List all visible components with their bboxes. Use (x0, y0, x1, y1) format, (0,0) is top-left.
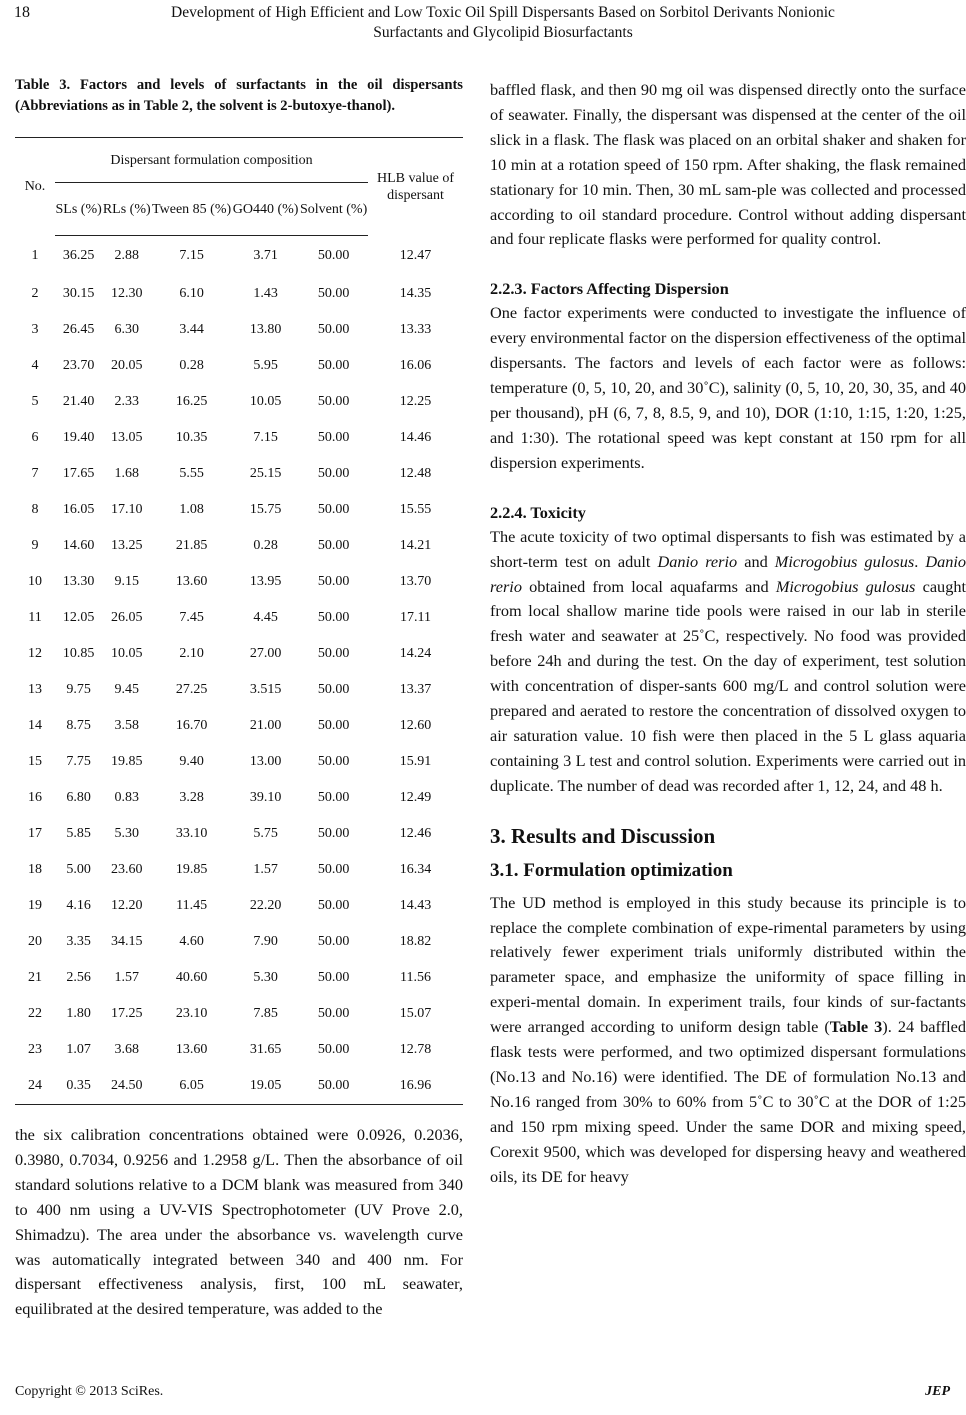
paragraph-formulation (490, 891, 966, 1190)
table-row (15, 816, 463, 852)
table-cell: 1 (31, 247, 39, 263)
left-body-paragraph: the six calibration concentrations obtained were 0.0926, 0.2036, 0.3980, 0.7034, 0.9256 and 1.2958 g/L. Then the absorbance of oil standard solutions relative to a DCM blank was measured from 340 to 400 nm using a UV-VIS Spectrophotometer (UV Prove 2.0, Shimadzu). The area under the absorbance vs. wavelength curve was automatically integrated between 340 and 400 nm. For dispersant effectiveness analysis, first, 100 mL seawater, equilibrated at the desired temperature, was added to the (15, 1125, 463, 1319)
table-cell: 24.50 (102, 1068, 151, 1105)
text: and (737, 551, 775, 571)
table-cell: 6 (31, 430, 39, 445)
table-cell: 0.35 (55, 1068, 102, 1105)
heading-3-1: 3.1. Formulation optimization (490, 859, 733, 881)
table-cell: 12.25 (399, 394, 432, 409)
table-cell: 20.05 (110, 358, 143, 373)
table-cell: 12.47 (399, 247, 432, 263)
table-cell: 13.60 (175, 1042, 208, 1057)
table-cell: 16.70 (175, 718, 208, 733)
heading-2-2-4: 2.2.4. Toxicity (490, 502, 586, 522)
table-cell: 2 (31, 286, 39, 301)
table-cell: 14.21 (399, 538, 432, 553)
table-cell: 16.25 (175, 394, 208, 409)
table-cell: 7 (31, 466, 39, 481)
text: caught from local shallow marine tide pools were raised in our lab in sterile fresh water and seawater at 25˚C, respectively. No food was provided before 24h and during the test. On the day of experiment, test solution with concentration of disper-sants 600 mg/L and control solution were prepared and aerated to restore the concentration of dissolved oxygen to air saturation value. 10 fish were then placed in the 5 L glass aquaria containing 3 L test and control solution. Experiments were carried out in duplicate. The number of dead was recorded after 1, 12, 24, and 48 h. (490, 576, 966, 795)
table-cell: 34.15 (110, 934, 143, 949)
col-header: RLs (%) (102, 183, 151, 236)
table-cell: 7.75 (66, 754, 91, 769)
table-cell: 2.33 (114, 394, 139, 409)
col-header-hlb: HLB value of dispersant (377, 170, 454, 203)
text: ). 24 baffled flask tests were performed, and two optimized dispersant formulations (No.13 and No.16) were identified. The DE of formulation No.13 and No.16 ranged from 30% to 60% from 5˚C to 30˚C at the DOR of 1:25 and 150 rpm mixing speed. Under the same DOR and mixing speed, Corexit 9500, which was developed for dispersing heavy and weathered oils, its DE for heavy (490, 1017, 966, 1186)
table-cell: 5 (31, 394, 39, 409)
table-cell: 17 (28, 826, 42, 841)
table-cell: 50.00 (317, 682, 350, 697)
running-title (60, 3, 946, 43)
table-cell: 50.00 (317, 1006, 350, 1021)
paragraph-toxicity (490, 525, 966, 799)
table-cell: 14.43 (399, 898, 432, 913)
table-cell: 16.05 (62, 502, 95, 517)
table-cell: 50.00 (317, 574, 350, 589)
table-row (15, 1032, 463, 1068)
table-cell: 17.10 (110, 502, 143, 517)
table-cell: 2.88 (114, 248, 139, 263)
table-cell: 25.15 (249, 466, 282, 481)
table-cell: 23 (28, 1042, 42, 1057)
table-row (15, 312, 463, 348)
table-cell: 19.85 (175, 862, 208, 877)
table-cell: 16.34 (399, 862, 432, 877)
table-cell: 10.05 (249, 394, 282, 409)
running-title-line1: Development of High Efficient and Low Toxic Oil Spill Dispersants Based on Sorbitol Derivants Nonionic (171, 4, 835, 21)
text: The acute toxicity of two optimal dispersants to fish was estimated by a short-term test on adult (490, 526, 966, 571)
table-cell: 3.515 (249, 682, 282, 697)
table-cell: 27.00 (249, 646, 282, 661)
table-cell: 50.00 (317, 538, 350, 553)
table-cell: 26.05 (110, 610, 143, 625)
table-cell: 24 (15, 1068, 55, 1105)
text: obtained from local aquafarms and (521, 576, 776, 596)
table-cell: 20 (28, 934, 42, 949)
table-row (15, 960, 463, 996)
table-cell: 13.33 (399, 322, 432, 337)
table-cell: 50.00 (317, 898, 350, 913)
table-row (15, 492, 463, 528)
col-header: GO440 (%) (232, 183, 299, 236)
table-cell: 11.56 (400, 970, 431, 985)
species-name: Microgobius gulosus (775, 576, 916, 596)
table-row (15, 672, 463, 708)
table-cell: 5.00 (66, 862, 91, 877)
table-cell: 2.56 (66, 970, 91, 985)
table-cell: 9.15 (114, 574, 139, 589)
right-column (490, 78, 966, 1190)
table-cell: 50.00 (299, 1068, 368, 1105)
table-cell: 50.00 (317, 718, 350, 733)
table-cell: 7.45 (179, 610, 204, 625)
table-row (15, 600, 463, 636)
table-cell: 3.71 (253, 248, 278, 263)
table-cell: 1.08 (179, 502, 204, 517)
table-cell: 50.00 (317, 826, 350, 841)
table-cell: 14 (28, 718, 42, 733)
table-caption: Table 3. Factors and levels of surfactants in the oil dispersants (Abbreviations as in Table 2, the solvent is 2-butoxye-thanol). (15, 77, 463, 114)
col-header-no: No. (24, 179, 46, 195)
table-row (15, 420, 463, 456)
table-cell: 14.35 (399, 286, 432, 301)
table-cell: 23.70 (62, 358, 95, 373)
table-cell: 50.00 (317, 466, 350, 481)
table-cell: 9.75 (66, 682, 91, 697)
table-cell: 50.00 (317, 754, 350, 769)
table-cell: 50.00 (317, 970, 350, 985)
text: . (914, 551, 926, 571)
table-cell: 11.45 (176, 898, 208, 913)
table-cell: 13.30 (62, 574, 95, 589)
table-cell: 13.70 (399, 574, 432, 589)
table-cell: 3.35 (66, 934, 91, 949)
table-cell: 13 (28, 682, 42, 697)
table-cell: 12.05 (62, 610, 95, 625)
table-cell: 13.37 (399, 682, 432, 697)
table-cell: 1.07 (66, 1042, 91, 1057)
table-cell: 21.40 (62, 394, 95, 409)
table-cell: 50.00 (317, 610, 350, 625)
table-cell: 3 (31, 322, 39, 337)
table-row (15, 1068, 463, 1105)
table-cell: 4.60 (179, 934, 204, 949)
table-cell: 16.06 (399, 358, 432, 373)
table-cell: 50.00 (317, 934, 350, 949)
text: The UD method is employed in this study because its principle is to replace the complete combination of expe-rimental parameters by using relatively fewer experiment trials uniformly distributed within the parameter space, and emphasize the uniformity of space filling in experi-mental domain. In experiment trails, four kinds of sur-factants were arranged according to uniform design table ( (490, 892, 966, 1037)
copyright: Copyright © 2013 SciRes. (15, 1384, 164, 1399)
running-title-line2: Surfactants and Glycolipid Biosurfactants (373, 24, 633, 41)
table-cell: 5.55 (179, 466, 204, 481)
table-cell: 22 (28, 1006, 42, 1021)
table-cell: 19.05 (232, 1068, 299, 1105)
table-cell: 1.57 (114, 970, 139, 985)
table-cell: 27.25 (175, 682, 208, 697)
table-cell: 13.60 (175, 574, 208, 589)
table-row (15, 564, 463, 600)
table-cell: 9.45 (114, 682, 139, 697)
col-header-group: Dispersant formulation composition (55, 138, 368, 183)
table-cell: 7.15 (179, 248, 204, 263)
table-cell: 12 (28, 646, 42, 661)
table-cell: 22.20 (249, 898, 282, 913)
table-cell: 1.57 (253, 862, 278, 877)
table-cell: 12.20 (110, 898, 143, 913)
col-header: SLs (%) (55, 183, 102, 236)
table-cell: 17.25 (110, 1006, 143, 1021)
table-cell: 50.00 (317, 286, 350, 301)
table-cell: 14.46 (399, 430, 432, 445)
table-cell: 50.00 (317, 502, 350, 517)
table-cell: 50.00 (317, 862, 350, 877)
table-cell: 21.85 (175, 538, 208, 553)
table-cell: 16 (28, 790, 42, 805)
col-header: Tween 85 (%) (151, 183, 232, 236)
table-cell: 13.05 (110, 430, 143, 445)
table-cell: 33.10 (175, 826, 208, 841)
table-cell: 2.10 (179, 646, 204, 661)
footer (15, 1384, 950, 1400)
table-cell: 13.00 (249, 754, 282, 769)
table-cell: 39.10 (249, 790, 282, 805)
table-cell: 40.60 (175, 970, 208, 985)
table-cell: 13.25 (110, 538, 143, 553)
table-row (15, 852, 463, 888)
table-cell: 0.28 (253, 538, 278, 553)
table-cell: 50.00 (317, 790, 350, 805)
paragraph-dispersion-procedure: baffled flask, and then 90 mg oil was dispensed directly onto the surface of seawater. Finally, the dispersant was dispensed at the center of the oil slick in a flask. The flask was placed on an orbital shaker and shaken for 10 min at a rotation speed of 150 rpm. After shaking, the flask remained stationary for 10 min. Then, 30 mL sam-ple was collected and processed according to oil standard procedure. Control without adding dispersant and four replicate flasks were performed for quality control. (490, 80, 966, 249)
table-row (15, 456, 463, 492)
table-cell: 5.30 (253, 970, 278, 985)
table-cell: 0.28 (179, 358, 204, 373)
table-cell: 5.30 (114, 826, 139, 841)
table-cell: 4.16 (66, 898, 91, 913)
table-cell: 9.40 (179, 754, 204, 769)
species-name: Danio rerio (657, 551, 738, 571)
paragraph-factors: One factor experiments were conducted to investigate the influence of every environmental factor on the dispersion effectiveness of the optimal dispersants. The factors and levels of each factor were as follows: temperature (0, 5, 10, 20, and 30˚C), salinity (0, 5, 10, 20, 30, 35, and 40 per thousand), pH (6, 7, 8, 8.5, 9, and 10), DOR (1:10, 1:15, 1:20, 1:25, and 1:30). The rotational speed was kept constant at 150 rpm for all dispersion experiments. (490, 303, 966, 472)
table-cell: 12.78 (399, 1042, 432, 1057)
table-cell: 50.00 (317, 358, 350, 373)
table-row (15, 780, 463, 816)
heading-2-2-3: 2.2.3. Factors Affecting Dispersion (490, 279, 729, 299)
table-cell: 19.85 (110, 754, 143, 769)
table-cell: 12.30 (110, 286, 143, 301)
table-row (15, 888, 463, 924)
table-cell: 3.68 (114, 1042, 139, 1057)
table-cell: 31.65 (249, 1042, 282, 1057)
table-row (15, 236, 463, 277)
table-cell: 13.80 (249, 322, 282, 337)
table-row (15, 636, 463, 672)
table-cell: 17.65 (62, 466, 95, 481)
table-cell: 17.11 (400, 610, 431, 625)
table-cell: 7.85 (253, 1006, 278, 1021)
table-cell: 36.25 (62, 248, 95, 263)
col-header: Solvent (%) (299, 183, 368, 236)
table-cell: 21.00 (249, 718, 282, 733)
table-cell: 30.15 (62, 286, 95, 301)
table-cell: 15.55 (399, 502, 432, 517)
table-3 (15, 137, 463, 1105)
table-cell: 12.60 (399, 718, 432, 733)
table-row (15, 528, 463, 564)
table-cell: 15.07 (399, 1006, 432, 1021)
page-number: 18 (14, 4, 30, 21)
table-cell: 6.80 (66, 790, 91, 805)
table-row (15, 276, 463, 312)
table-cell: 9 (31, 538, 39, 553)
table-cell: 8 (31, 502, 39, 517)
table-cell: 5.95 (253, 358, 278, 373)
table-cell: 23.60 (110, 862, 143, 877)
table-cell: 15.91 (399, 754, 432, 769)
table-cell: 5.85 (66, 826, 91, 841)
table-cell: 19 (28, 898, 42, 913)
table-cell: 6.05 (151, 1068, 232, 1105)
table-row (15, 996, 463, 1032)
species-name: Danio rerio (490, 551, 966, 596)
table-cell: 50.00 (317, 394, 350, 409)
table-cell: 16.96 (368, 1068, 463, 1105)
table-cell: 19.40 (62, 430, 95, 445)
table-cell: 8.75 (66, 718, 91, 733)
table-cell: 10.85 (62, 646, 95, 661)
table-cell: 7.90 (253, 934, 278, 949)
table-cell: 1.80 (66, 1006, 91, 1021)
table-cell: 23.10 (175, 1006, 208, 1021)
table-cell: 7.15 (253, 430, 278, 445)
table-cell: 50.00 (317, 646, 350, 661)
table-cell: 1.43 (253, 286, 278, 301)
table-cell: 6.30 (114, 322, 139, 337)
table-cell: 3.44 (179, 322, 204, 337)
species-name: Microgobius gulosus (774, 551, 915, 571)
table-cell: 1.68 (114, 466, 139, 481)
table-cell: 10.05 (110, 646, 143, 661)
table-cell: 50.00 (317, 1042, 350, 1057)
heading-section-3: 3. Results and Discussion (490, 823, 716, 848)
journal-abbrev: JEP (925, 1384, 950, 1399)
table-cell: 14.24 (399, 646, 432, 661)
table-cell: 6.10 (179, 286, 204, 301)
table-cell: 50.00 (317, 248, 350, 263)
table-cell: 3.58 (114, 718, 139, 733)
table-cell: 12.46 (399, 826, 432, 841)
table-cell: 21 (28, 970, 42, 985)
left-column (15, 75, 463, 1322)
table-cell: 4.45 (253, 610, 278, 625)
table-cell: 14.60 (62, 538, 95, 553)
table-cell: 15.75 (249, 502, 282, 517)
table-cell: 10.35 (175, 430, 208, 445)
table-cell: 13.95 (249, 574, 282, 589)
table-cell: 3.28 (179, 790, 204, 805)
table-reference: Table 3 (829, 1017, 883, 1037)
table-cell: 10 (28, 574, 42, 589)
table-cell: 12.49 (399, 790, 432, 805)
table-cell: 18 (28, 862, 42, 877)
table-cell: 11 (28, 610, 42, 625)
table-row (15, 924, 463, 960)
table-cell: 50.00 (317, 430, 350, 445)
table-cell: 18.82 (399, 934, 432, 949)
table-row (15, 384, 463, 420)
table-row (15, 708, 463, 744)
table-cell: 12.48 (399, 466, 432, 481)
table-row (15, 744, 463, 780)
table-cell: 50.00 (317, 322, 350, 337)
table-cell: 15 (28, 754, 42, 769)
table-cell: 5.75 (253, 826, 278, 841)
table-cell: 4 (31, 358, 39, 373)
table-cell: 26.45 (62, 322, 95, 337)
table-cell: 0.83 (114, 790, 139, 805)
table-row (15, 348, 463, 384)
